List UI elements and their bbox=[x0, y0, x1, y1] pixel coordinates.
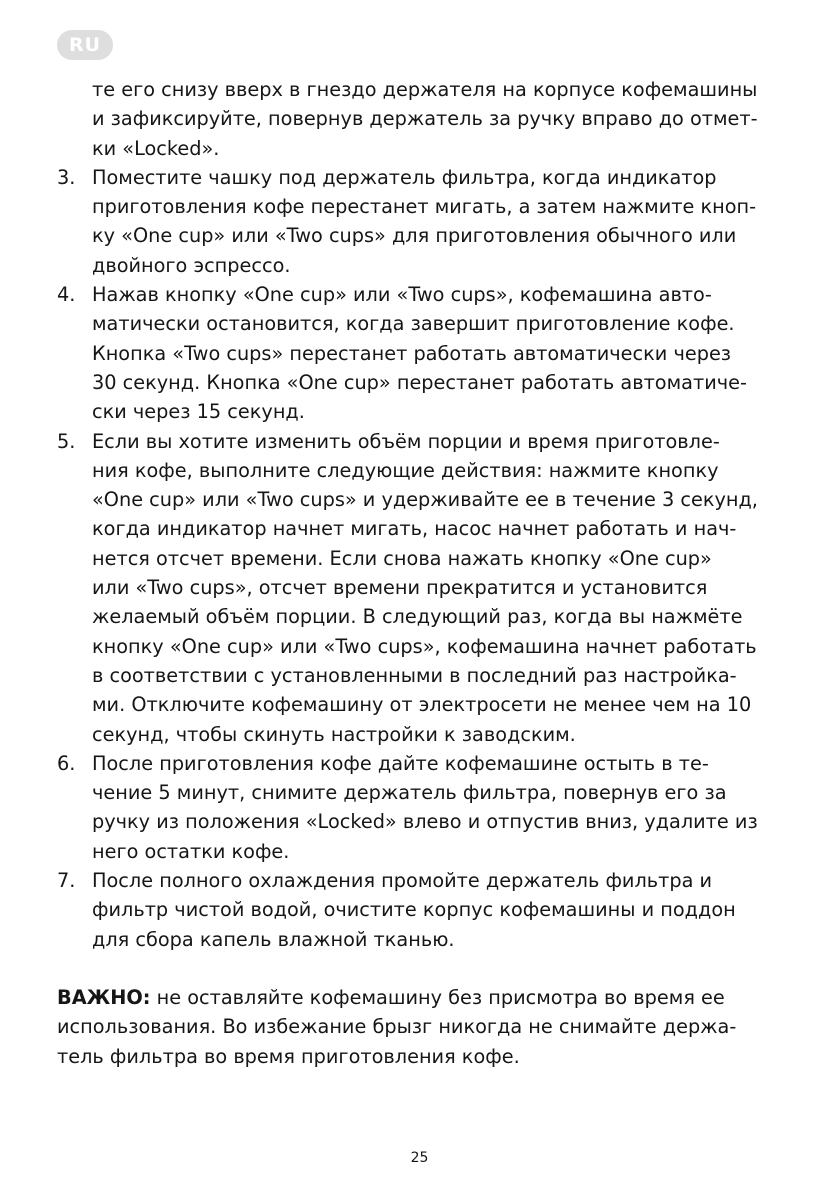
text-line: матически остановится, когда завершит приготовление кофе. bbox=[92, 312, 735, 336]
text-line: ния кофе, выполните следующие действия: нажмите кнопку bbox=[92, 458, 719, 482]
step-6 bbox=[57, 749, 787, 866]
text-line: ку «One cup» или «Two cups» для приготовления обычного или bbox=[92, 224, 737, 248]
text-line bbox=[57, 983, 787, 1012]
text-line: использования. Во избежание брызг никогда не снимайте держа- bbox=[57, 1015, 737, 1039]
text-line: Кнопка «Two cups» перестанет работать автоматически через bbox=[92, 341, 732, 365]
text-line: Если вы хотите изменить объём порции и время приготовле- bbox=[92, 429, 720, 453]
important-label: ВАЖНО: bbox=[57, 985, 151, 1009]
page-number: 25 bbox=[410, 1150, 429, 1166]
step-number: 5. bbox=[57, 429, 76, 453]
text-line: него остатки кофе. bbox=[92, 839, 290, 863]
text-line: кнопку «One cup» или «Two cups», кофемашина начнет работать bbox=[92, 634, 757, 658]
text-line: или «Two cups», отсчет времени прекратится и установится bbox=[92, 576, 708, 600]
important-text: не оставляйте кофемашину без присмотра во время ее bbox=[150, 985, 725, 1009]
text-line: те его снизу вверх в гнездо держателя на корпусе кофемашины bbox=[92, 78, 758, 101]
text-line: для сбора капель влажной тканью. bbox=[92, 927, 455, 951]
text-line: приготовления кофе перестанет мигать, а затем нажмите кноп- bbox=[92, 195, 757, 219]
text-line: фильтр чистой водой, очистите корпус кофемашины и поддон bbox=[92, 898, 736, 922]
step-number: 4. bbox=[57, 283, 76, 307]
step-7 bbox=[57, 866, 787, 954]
document-body bbox=[57, 75, 787, 1071]
text-line: тель фильтра во время приготовления кофе. bbox=[57, 1044, 520, 1068]
text-line: Поместите чашку под держатель фильтра, когда индикатор bbox=[92, 165, 717, 189]
step-4 bbox=[57, 280, 787, 426]
text-line: «One cup» или «Two cups» и удерживайте ее в течение 3 секунд, bbox=[92, 488, 758, 512]
language-badge: RU bbox=[57, 30, 113, 60]
step-number: 3. bbox=[57, 165, 76, 189]
text-line: чение 5 минут, снимите держатель фильтра, повернув его за bbox=[92, 781, 727, 805]
text-line: и зафиксируйте, повернув держатель за ручку вправо до отмет- bbox=[92, 107, 758, 131]
important-note bbox=[57, 983, 787, 1071]
text-line: нется отсчет времени. Если снова нажать кнопку «One cup» bbox=[92, 546, 712, 570]
text-line: ки «Locked». bbox=[92, 136, 220, 160]
text-line: секунд, чтобы скинуть настройки к заводским. bbox=[92, 722, 576, 746]
text-line: желаемый объём порции. В следующий раз, когда вы нажмёте bbox=[92, 605, 743, 629]
text-line: 30 секунд. Кнопка «One cup» перестанет работать автоматиче- bbox=[92, 370, 747, 394]
continued-paragraph bbox=[57, 75, 787, 163]
step-number: 7. bbox=[57, 869, 76, 893]
step-number: 6. bbox=[57, 751, 76, 775]
text-line: ручку из положения «Locked» влево и отпустив вниз, удалите из bbox=[92, 810, 758, 834]
text-line: когда индикатор начнет мигать, насос начнет работать и нач- bbox=[92, 517, 737, 541]
text-line: После приготовления кофе дайте кофемашине остыть в те- bbox=[92, 751, 709, 775]
text-line: После полного охлаждения промойте держатель фильтра и bbox=[92, 869, 713, 893]
text-line: ски через 15 секунд. bbox=[92, 400, 305, 424]
step-3 bbox=[57, 163, 787, 280]
step-5 bbox=[57, 427, 787, 749]
text-line: ми. Отключите кофемашину от электросети не менее чем на 10 bbox=[92, 693, 752, 717]
text-line: Нажав кнопку «One cup» или «Two cups», кофемашина авто- bbox=[92, 283, 712, 307]
text-line: в соответствии с установленными в последний раз настройка- bbox=[92, 663, 737, 687]
text-line: двойного эспрессо. bbox=[92, 253, 291, 277]
